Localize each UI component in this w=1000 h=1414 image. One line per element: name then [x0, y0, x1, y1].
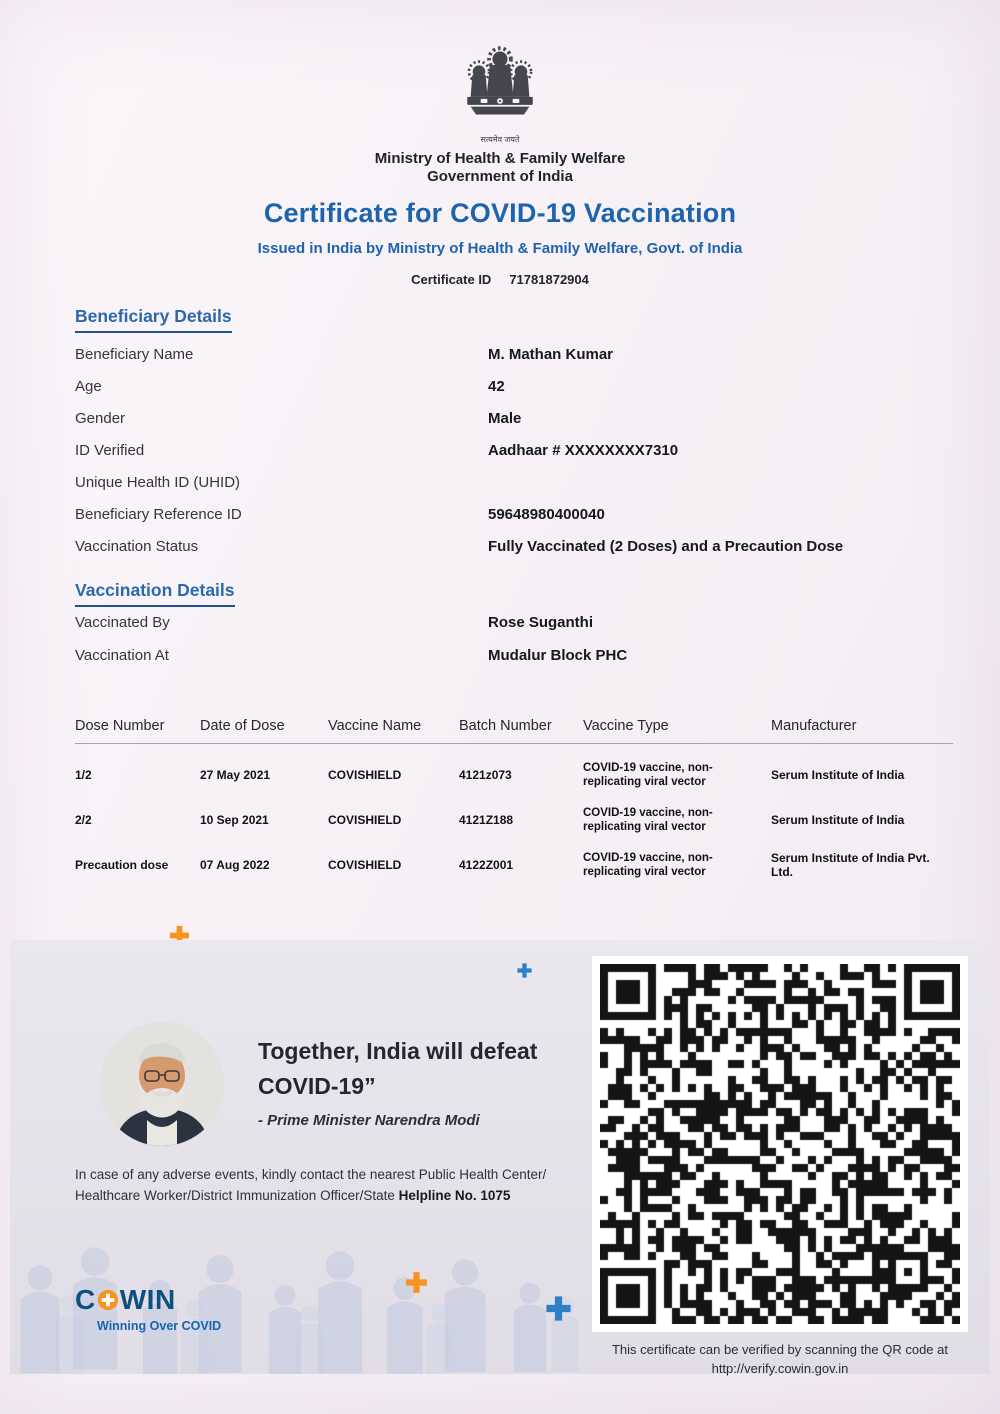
cowin-plus-icon — [97, 1289, 119, 1311]
field-row — [75, 410, 955, 442]
dose-table-header: Manufacturer — [771, 718, 857, 734]
vaccination-details-heading: Vaccination Details — [75, 580, 235, 607]
cowin-logo-win: WIN — [119, 1284, 176, 1315]
certificate-id-label: Certificate ID — [411, 272, 492, 287]
ministry-line2: Government of India — [427, 168, 573, 185]
emblem-motto: सत्यमेव जयते — [480, 135, 520, 144]
cell-vaccine-name: COVISHIELD — [328, 813, 402, 827]
dose-table-row — [75, 851, 953, 879]
cell-dose-number: Precaution dose — [75, 858, 169, 872]
adverse-line2: Healthcare Worker/District Immunization Officer/State — [75, 1188, 399, 1203]
field-value: 59648980400040 — [488, 506, 605, 523]
dose-table-header: Batch Number — [459, 718, 552, 734]
ministry-line1: Ministry of Health & Family Welfare — [374, 150, 626, 167]
verify-line1: This certificate can be verified by scanning the QR code at — [611, 1342, 948, 1357]
cowin-logo — [75, 1284, 221, 1333]
certificate-subtitle: Issued in India by Ministry of Health & Family Welfare, Govt. of India — [257, 240, 743, 257]
helpline-number: Helpline No. 1075 — [398, 1188, 511, 1203]
field-label: Beneficiary Name — [75, 346, 194, 363]
field-row — [75, 346, 955, 378]
adverse-line1: In case of any adverse events, kindly contact the nearest Public Health Center/ — [75, 1167, 547, 1182]
modi-photo — [100, 1022, 224, 1146]
cell-date: 10 Sep 2021 — [200, 813, 269, 827]
dose-table-header: Vaccine Name — [328, 718, 422, 734]
footer-banner — [10, 940, 990, 1374]
field-row — [75, 442, 955, 474]
cell-vaccine-type: COVID-19 vaccine, non-replicating viral vector — [583, 762, 713, 788]
beneficiary-fields — [75, 346, 955, 570]
dose-table-header-row — [75, 718, 953, 734]
quote — [258, 1034, 537, 1104]
verify-text — [592, 1340, 968, 1378]
qr-code — [592, 956, 968, 1332]
dose-table — [75, 718, 953, 879]
certificate-title: Certificate for COVID-19 Vaccination — [263, 198, 737, 228]
cell-vaccine-name: COVISHIELD — [328, 768, 402, 782]
field-value: Fully Vaccinated (2 Doses) and a Precaution Dose — [488, 538, 844, 555]
field-row — [75, 614, 955, 647]
cell-vaccine-name: COVISHIELD — [328, 858, 402, 872]
cell-date: 07 Aug 2022 — [200, 858, 270, 872]
quote-attribution: - Prime Minister Narendra Modi — [258, 1112, 480, 1129]
field-row — [75, 474, 955, 506]
field-label: Unique Health ID (UHID) — [75, 474, 241, 491]
field-label: Age — [75, 378, 102, 395]
field-value: Male — [488, 410, 522, 427]
field-value: M. Mathan Kumar — [488, 346, 614, 363]
quote-line2: COVID-19” — [258, 1073, 376, 1099]
quote-line1: Together, India will defeat — [258, 1038, 538, 1064]
field-label: Vaccination At — [75, 647, 169, 664]
field-value: Mudalur Block PHC — [488, 647, 628, 664]
adverse-notice — [75, 1164, 575, 1206]
dose-table-row — [75, 806, 953, 834]
field-row — [75, 378, 955, 410]
plus-icon-blue — [544, 1294, 573, 1323]
certificate-id-value: 71781872904 — [509, 272, 589, 287]
field-label: Gender — [75, 410, 126, 427]
cowin-tagline: Winning Over COVID — [97, 1319, 222, 1333]
plus-icon-orange — [404, 1270, 429, 1295]
field-label: Vaccinated By — [75, 614, 170, 631]
cell-manufacturer: Serum Institute of India — [771, 813, 905, 827]
field-value: Aadhaar # XXXXXXXX7310 — [488, 442, 679, 459]
field-row — [75, 647, 955, 680]
ministry-block — [0, 150, 1000, 186]
qr-code-canvas — [600, 964, 960, 1324]
beneficiary-details-heading: Beneficiary Details — [75, 306, 232, 333]
cell-dose-number: 1/2 — [75, 768, 92, 782]
plus-icon-blue — [516, 962, 533, 979]
dose-table-header: Dose Number — [75, 718, 165, 734]
cell-manufacturer: Serum Institute of India — [771, 768, 905, 782]
india-emblem-icon — [0, 40, 1000, 137]
cowin-logo-c: C — [75, 1284, 96, 1315]
cell-dose-number: 2/2 — [75, 813, 92, 827]
field-row — [75, 506, 955, 538]
dose-table-header: Vaccine Type — [583, 718, 669, 734]
cell-vaccine-type: COVID-19 vaccine, non-replicating viral vector — [583, 807, 713, 833]
cell-batch-number: 4121Z188 — [459, 813, 514, 827]
cell-vaccine-type: COVID-19 vaccine, non-replicating viral vector — [583, 852, 713, 878]
field-label: Vaccination Status — [75, 538, 199, 555]
certificate-id — [0, 272, 1000, 287]
dose-table-header: Date of Dose — [200, 718, 285, 734]
field-label: Beneficiary Reference ID — [75, 506, 242, 523]
field-row — [75, 538, 955, 570]
field-value: Rose Suganthi — [488, 614, 594, 631]
field-value: 42 — [488, 378, 505, 395]
field-label: ID Verified — [75, 442, 145, 459]
dose-table-row — [75, 761, 953, 789]
cell-manufacturer: Serum Institute of India Pvt. Ltd. — [771, 851, 930, 879]
vaccination-fields — [75, 614, 955, 680]
cell-batch-number: 4122Z001 — [459, 858, 514, 872]
table-divider — [75, 743, 953, 744]
verify-url[interactable]: http://verify.cowin.gov.in — [711, 1361, 849, 1376]
cell-date: 27 May 2021 — [200, 768, 271, 782]
cell-batch-number: 4121z073 — [459, 768, 512, 782]
